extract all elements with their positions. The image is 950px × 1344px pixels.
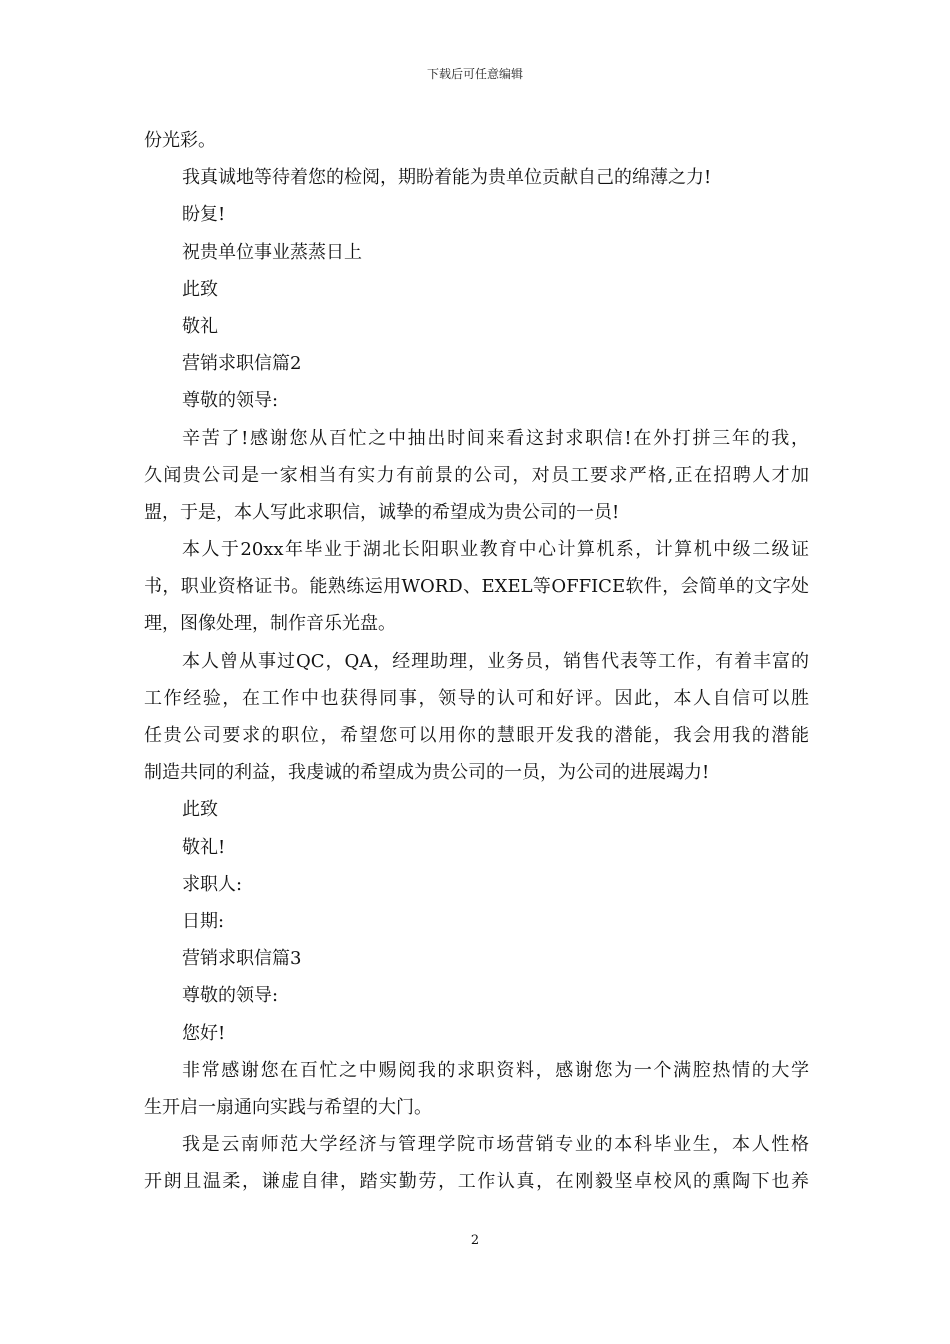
text-line: 非常感谢您在百忙之中赐阅我的求职资料，感谢您为一个满腔热情的大学 <box>182 1059 809 1081</box>
text-line: 我真诚地等待着您的检阅，期盼着能为贵单位贡献自己的绵薄之力! <box>182 167 712 189</box>
text-line: 此致 <box>182 799 218 821</box>
text-line: 生开启一扇通向实践与希望的大门。 <box>144 1096 432 1118</box>
document-body <box>144 122 809 1200</box>
text-line: 尊敬的领导: <box>182 985 279 1007</box>
text-line: 敬礼! <box>182 836 226 858</box>
text-line: 求职人: <box>182 873 243 895</box>
text-line: 制造共同的利益，我虔诚的希望成为贵公司的一员，为公司的进展竭力! <box>144 762 710 784</box>
text-line: 我是云南师范大学经济与管理学院市场营销专业的本科毕业生，本人性格 <box>182 1134 809 1156</box>
text-line: 尊敬的领导: <box>182 390 279 412</box>
text-line: 久闻贵公司是一家相当有实力有前景的公司，对员工要求严格,正在招聘人才加 <box>144 464 809 486</box>
text-line: 份光彩。 <box>144 130 216 151</box>
text-line: 此致 <box>182 278 218 300</box>
text-line: 理，图像处理，制作音乐光盘。 <box>144 613 396 635</box>
text-line: 本人于20xx年毕业于湖北长阳职业教育中心计算机系，计算机中级二级证 <box>182 539 809 561</box>
text-line: 辛苦了!感谢您从百忙之中抽出时间来看这封求职信!在外打拼三年的我， <box>182 427 809 449</box>
text-line: 工作经验，在工作中也获得同事，领导的认可和好评。因此，本人自信可以胜 <box>144 687 809 709</box>
text-line: 日期: <box>182 910 225 932</box>
text-line: 祝贵单位事业蒸蒸日上 <box>182 241 362 263</box>
text-line: 盟，于是，本人写此求职信，诚挚的希望成为贵公司的一员! <box>144 501 620 523</box>
text-line: 敬礼 <box>182 315 218 337</box>
section-heading: 营销求职信篇2 <box>182 353 302 375</box>
text-line: 您好! <box>182 1022 226 1044</box>
text-line: 书，职业资格证书。能熟练运用WORD、EXEL等OFFICE软件，会简单的文字处 <box>144 576 809 598</box>
text-line: 任贵公司要求的职位，希望您可以用你的慧眼开发我的潜能，我会用我的潜能 <box>144 725 809 746</box>
text-line: 开朗且温柔，谦虚自律，踏实勤劳，工作认真，在刚毅坚卓校风的熏陶下也养 <box>144 1171 809 1193</box>
section-heading: 营销求职信篇3 <box>182 948 302 970</box>
text-line: 盼复! <box>182 204 226 226</box>
page-header: 下载后可任意编辑 <box>426 67 523 81</box>
page-number: 2 <box>470 1233 480 1248</box>
text-line: 本人曾从事过QC，QA，经理助理，业务员，销售代表等工作，有着丰富的 <box>182 650 809 672</box>
